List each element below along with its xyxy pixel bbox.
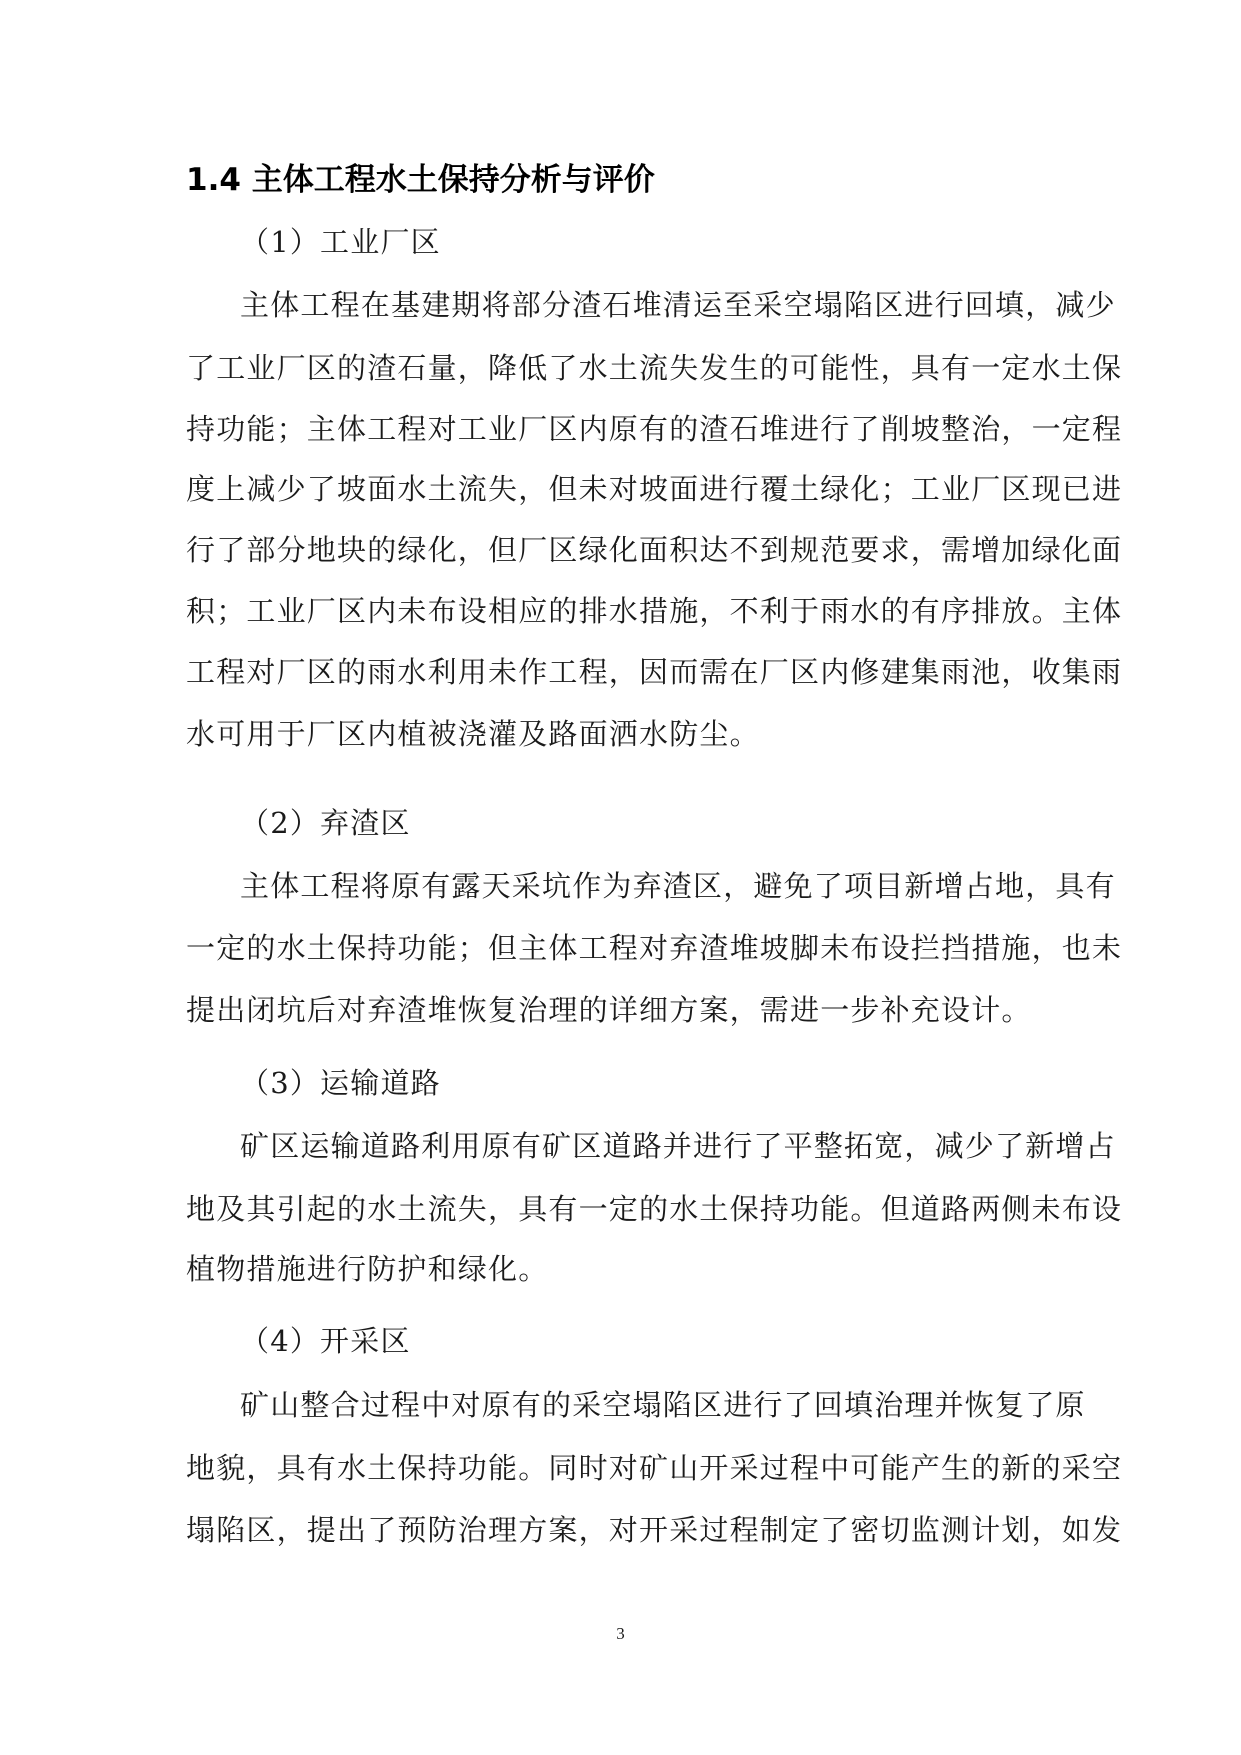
section-heading: 1.4 主体工程水土保持分析与评价 <box>186 162 655 198</box>
paragraph-line: 行了部分地块的绿化，但厂区绿化面积达不到规范要求，需增加绿化面 <box>186 533 1123 567</box>
paragraph-line: 主体工程将原有露天采坑作为弃渣区，避免了项目新增占地，具有 <box>240 869 1116 903</box>
paragraph-line: 主体工程在基建期将部分渣石堆清运至采空塌陷区进行回填，减少 <box>240 288 1116 322</box>
paragraph-line: 一定的水土保持功能；但主体工程对弃渣堆坡脚未布设拦挡措施，也未 <box>186 931 1123 965</box>
paragraph-line: 矿区运输道路利用原有矿区道路并进行了平整拓宽，减少了新增占 <box>240 1129 1116 1163</box>
paragraph-line: 度上减少了坡面水土流失，但未对坡面进行覆土绿化；工业厂区现已进 <box>186 472 1123 506</box>
paragraph-line: 了工业厂区的渣石量，降低了水土流失发生的可能性，具有一定水土保 <box>186 351 1123 385</box>
paragraph-line: 工程对厂区的雨水利用未作工程，因而需在厂区内修建集雨池，收集雨 <box>186 655 1123 689</box>
subheading-industrial-area: （1）工业厂区 <box>240 225 441 259</box>
paragraph-line: 塌陷区，提出了预防治理方案，对开采过程制定了密切监测计划，如发 <box>186 1513 1123 1547</box>
page-number: 3 <box>616 1624 625 1643</box>
paragraph-line: 提出闭坑后对弃渣堆恢复治理的详细方案，需进一步补充设计。 <box>186 993 1032 1027</box>
paragraph-line: 矿山整合过程中对原有的采空塌陷区进行了回填治理并恢复了原 <box>240 1388 1086 1422</box>
subheading-waste-area: （2）弃渣区 <box>240 806 411 840</box>
paragraph-line: 地及其引起的水土流失，具有一定的水土保持功能。但道路两侧未布设 <box>186 1192 1123 1226</box>
paragraph-line: 植物措施进行防护和绿化。 <box>186 1252 549 1286</box>
subheading-transport-road: （3）运输道路 <box>240 1066 441 1100</box>
paragraph-line: 持功能；主体工程对工业厂区内原有的渣石堆进行了削坡整治，一定程 <box>186 412 1123 446</box>
paragraph-line: 积；工业厂区内未布设相应的排水措施，不利于雨水的有序排放。主体 <box>186 594 1123 628</box>
paragraph-line: 水可用于厂区内植被浇灌及路面洒水防尘。 <box>186 717 760 751</box>
paragraph-line: 地貌，具有水土保持功能。同时对矿山开采过程中可能产生的新的采空 <box>186 1451 1123 1485</box>
subheading-mining-area: （4）开采区 <box>240 1324 411 1358</box>
